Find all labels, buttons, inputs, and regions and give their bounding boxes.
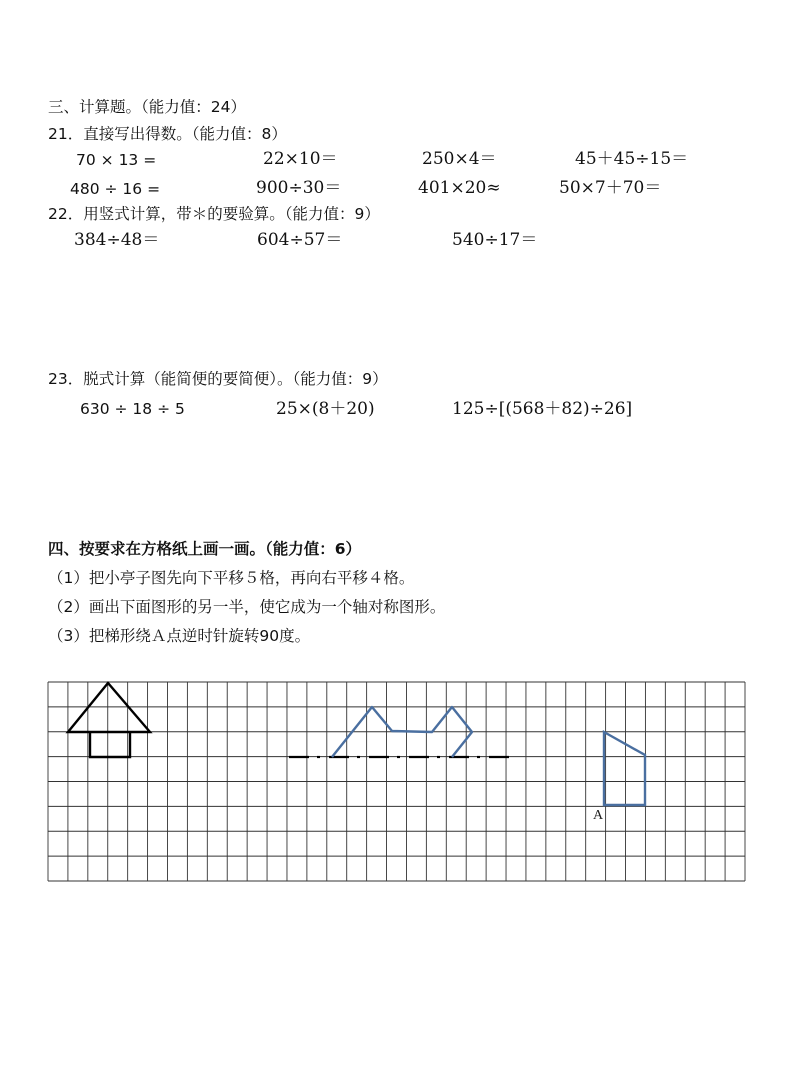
q21-row1-item2: 22×10＝ (263, 149, 338, 169)
grid-lines (48, 682, 745, 881)
q21-row1-item4: 45＋45÷15＝ (575, 149, 689, 169)
q22-title: 22．用竖式计算，带＊的要验算。（能力值：9） (48, 205, 380, 223)
q23-item3: 125÷[(568＋82)÷26] (452, 399, 633, 419)
instruction-1: （1）把小亭子图先向下平移５格，再向右平移４格。 (48, 569, 415, 587)
instruction-2: （2）画出下面图形的另一半，使它成为一个轴对称图形。 (48, 598, 446, 616)
q23-title: 23．脱式计算（能简便的要简便）。（能力值：9） (48, 370, 388, 388)
pavilion-base (90, 732, 130, 757)
q21-row2-item2: 900÷30＝ (256, 178, 342, 198)
q22-item2: 604÷57＝ (257, 230, 343, 250)
q21-row1-item1: 70 × 13 = (76, 151, 157, 169)
section4-heading: 四、按要求在方格纸上画一画。（能力值：6） (48, 540, 362, 558)
q21-row2-item4: 50×7＋70＝ (559, 178, 662, 198)
pavilion-roof (68, 683, 150, 732)
trapezoid-shape (604, 732, 645, 805)
pavilion-shape (68, 683, 150, 757)
q21-row1-item3: 250×4＝ (422, 149, 497, 169)
q21-row2-item3: 401×20≈ (418, 178, 501, 198)
instruction-3: （3）把梯形绕Ａ点逆时针旋转90度。 (48, 627, 311, 645)
q22-item3: 540÷17＝ (452, 230, 538, 250)
q22-item1: 384÷48＝ (74, 230, 160, 250)
q21-title: 21．直接写出得数。（能力值：8） (48, 125, 287, 143)
section3-heading: 三、计算题。（能力值：24） (48, 98, 246, 116)
q23-item2: 25×(8＋20) (276, 399, 375, 419)
q23-item1: 630 ÷ 18 ÷ 5 (80, 400, 185, 418)
q21-row2-item1: 480 ÷ 16 = (70, 180, 161, 198)
point-a-label: A (593, 808, 604, 823)
